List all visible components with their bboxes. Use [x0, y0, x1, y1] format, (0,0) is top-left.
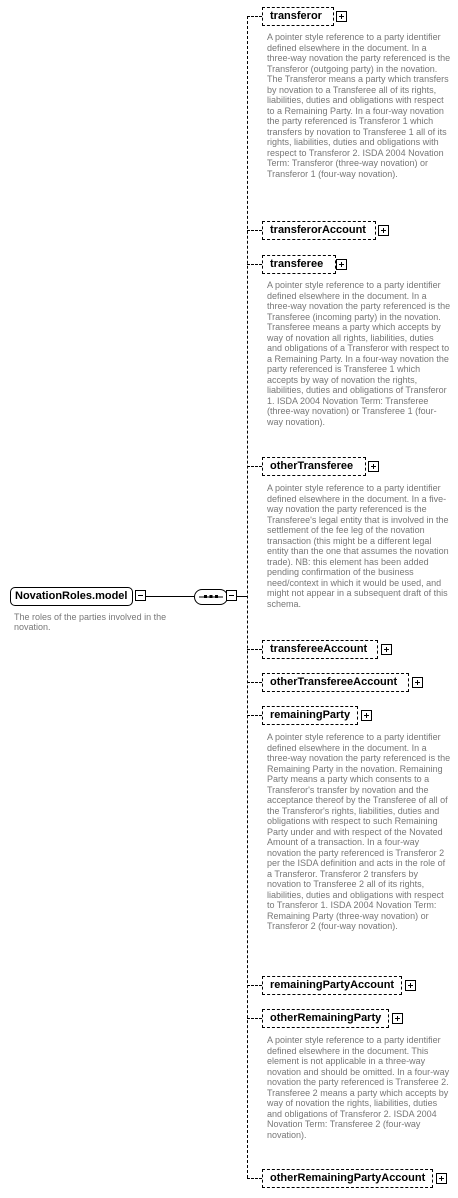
- expand-icon[interactable]: [368, 461, 379, 472]
- element-description: A pointer style reference to a party identifier defined elsewhere in the document. In a three-way novation the party referenced is the Remaining Party in the novation. Remaining Party means a party which consents to a Transferor's transfer by novation and the acceptance thereof by the Transferee of all of the Transferor's rights, liabilities, duties and obligations with respect to such Remaining Party under and with respect of the Novated Amount of a transaction. In a four-way novation the party referenced is Transferor 2 per the ISDA definition and acts in the role of a Transferor. Transferor 2 transfers by novation to Transferee 2 all of its rights, liabilities, duties and obligations with respect to Transferor 1. ISDA 2004 Novation Term: Remaining Party (three-way novation) or Transferor 2 (four-way novation).: [267, 732, 451, 931]
- element-description: A pointer style reference to a party identifier defined elsewhere in the document. In a three-way novation the party referenced is the Transferee (incoming party) in the novation. Transferee means a party which accepts by way of novation all rights, liabilities, duties and obligations of a Transferor with respect to a Remaining Party. In a four-way novation the party referenced is Transferee 1 which accepts by way of novation the rights, liabilities, duties and obligations of Transferor 1. ISDA 2004 Novation Term: Transferee (three-way novation) or Transferee 1 (four-way novation).: [267, 280, 451, 427]
- connector-trunk: [247, 16, 248, 1178]
- expand-icon[interactable]: [392, 1013, 403, 1024]
- element-label: otherRemainingPartyAccount: [270, 1172, 426, 1184]
- element-otherTransferee[interactable]: [262, 457, 366, 476]
- branch-line: [247, 230, 262, 231]
- branch-line: [247, 1018, 262, 1019]
- element-label: transferee: [270, 258, 324, 270]
- collapse-icon[interactable]: [135, 590, 146, 601]
- expand-icon[interactable]: [361, 710, 372, 721]
- branch-line: [247, 682, 262, 683]
- element-transfereeAccount[interactable]: [262, 640, 378, 659]
- element-remainingPartyAccount[interactable]: [262, 976, 402, 995]
- expand-icon[interactable]: [405, 980, 416, 991]
- element-description: A pointer style reference to a party identifier defined elsewhere in the document. This element is not applicable in a three-way novation and should be omitted. In a four-way novation the party referenced is Transferee 2. Transferee 2 means a party which accepts by way of novation the rights, liabilities, duties and obligations of Transferor 2. ISDA 2004 Novation Term: Transferee 2 (four-way novation).: [267, 1035, 450, 1140]
- element-label: otherTransfereeAccount: [270, 676, 398, 688]
- expand-icon[interactable]: [336, 11, 347, 22]
- branch-line: [247, 466, 262, 467]
- expand-icon[interactable]: [378, 225, 389, 236]
- expand-icon[interactable]: [436, 1173, 447, 1184]
- branch-line: [247, 649, 262, 650]
- element-label: otherRemainingParty: [270, 1012, 382, 1024]
- element-label: transferor: [270, 10, 322, 22]
- connector-line: [237, 596, 247, 597]
- element-label: transferorAccount: [270, 224, 366, 236]
- element-label: otherTransferee: [270, 460, 354, 472]
- element-otherRemainingPartyAccount[interactable]: [262, 1169, 433, 1188]
- branch-line: [247, 985, 262, 986]
- expand-icon[interactable]: [412, 677, 423, 688]
- element-transferorAccount[interactable]: [262, 221, 376, 240]
- element-label: transfereeAccount: [270, 643, 368, 655]
- branch-line: [247, 16, 262, 17]
- branch-line: [247, 1178, 262, 1179]
- sequence-compositor[interactable]: [194, 589, 228, 605]
- element-otherTransfereeAccount[interactable]: [262, 673, 409, 692]
- connector-line: [146, 596, 194, 597]
- root-element-node[interactable]: [10, 587, 133, 606]
- sequence-icon: [195, 590, 227, 604]
- element-description: A pointer style reference to a party identifier defined elsewhere in the document. In a five-way novation the party referenced is the Transferee's legal entity that is involved in the settlement of the fee leg of the novation transaction (this might be a different legal entity than the one that assumes the novation trade). NB: this element has been added pending confirmation of the business need/context in which it would be used, and might not appear in a subsequent draft of this schema.: [267, 483, 449, 609]
- element-label: remainingPartyAccount: [270, 979, 395, 991]
- element-label: remainingParty: [270, 709, 351, 721]
- branch-line: [247, 715, 262, 716]
- expand-icon[interactable]: [381, 644, 392, 655]
- expand-icon[interactable]: [336, 259, 347, 270]
- element-otherRemainingParty[interactable]: [262, 1009, 389, 1028]
- element-description: A pointer style reference to a party identifier defined elsewhere in the document. In a three-way novation the party referenced is the Transferor (outgoing party) in the novation. The Transferor means a party which transfers by novation to a Transferee all of its rights, liabilities, duties and obligations with respect to a Remaining Party. In a four-way novation the party referenced is Transferor 1 which transfers by novation to Transferee 1 all of its rights, liabilities, duties and obligations with respect to Transferor 2. ISDA 2004 Novation Term: Transferor (three-way novation) or Transferor 1 (four-way novation).: [267, 32, 451, 179]
- element-remainingParty[interactable]: [262, 706, 358, 725]
- element-transferor[interactable]: [262, 7, 334, 26]
- root-element-label: NovationRoles.model: [15, 590, 128, 602]
- collapse-icon[interactable]: [226, 590, 237, 601]
- element-transferee[interactable]: [262, 255, 336, 274]
- branch-line: [247, 264, 262, 265]
- root-element-description: The roles of the parties involved in the novation.: [14, 612, 167, 632]
